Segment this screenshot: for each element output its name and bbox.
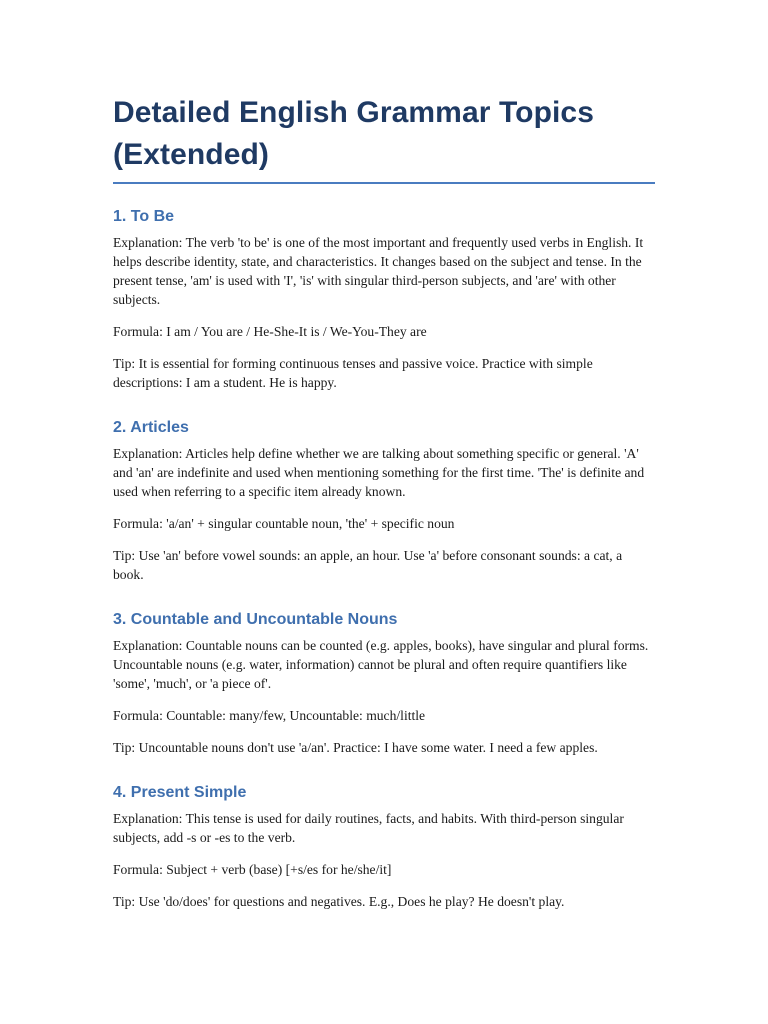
section-present-simple — [113, 782, 655, 911]
section-heading: 2. Articles — [113, 419, 189, 436]
section-tip: Tip: It is essential for forming continuous tenses and passive voice. Practice with simple descriptions: I am a student. He is happy. — [113, 356, 593, 390]
section-countable-uncountable — [113, 609, 655, 757]
section-articles — [113, 417, 655, 584]
section-heading: 3. Countable and Uncountable Nouns — [113, 611, 398, 628]
section-explanation: Explanation: Countable nouns can be counted (e.g. apples, books), have singular and plural forms. Uncountable nouns (e.g. water, information) cannot be plural and often require quantifiers like 'some', 'much', or 'a piece of'. — [113, 638, 649, 691]
section-heading: 4. Present Simple — [113, 784, 247, 801]
section-formula: Formula: Subject + verb (base) [+s/es for he/she/it] — [113, 862, 392, 877]
section-explanation: Explanation: Articles help define whether we are talking about something specific or general. 'A' and 'an' are indefinite and used when mentioning something for the first time. 'The' is definite and used when referring to a specific item already known. — [113, 446, 645, 499]
section-explanation: Explanation: The verb 'to be' is one of the most important and frequently used verbs in English. It helps describe identity, state, and characteristics. It changes based on the subject and tense. In the present tense, 'am' is used with 'I', 'is' with singular third-person subjects, and 'are' with other subjects. — [113, 235, 644, 307]
section-tip: Tip: Uncountable nouns don't use 'a/an'. Practice: I have some water. I need a few apples. — [113, 740, 598, 755]
document-page — [113, 92, 655, 936]
section-heading: 1. To Be — [113, 208, 175, 225]
section-tip: Tip: Use 'do/does' for questions and negatives. E.g., Does he play? He doesn't play. — [113, 894, 565, 909]
section-formula: Formula: Countable: many/few, Uncountable: much/little — [113, 708, 426, 723]
section-to-be — [113, 206, 655, 392]
title-divider — [113, 182, 655, 184]
document-title: Detailed English Grammar Topics (Extended) — [113, 96, 595, 171]
section-tip: Tip: Use 'an' before vowel sounds: an apple, an hour. Use 'a' before consonant sounds: a cat, a book. — [113, 548, 623, 582]
section-formula: Formula: I am / You are / He-She-It is / We-You-They are — [113, 324, 427, 339]
section-formula: Formula: 'a/an' + singular countable noun, 'the' + specific noun — [113, 516, 455, 531]
section-explanation: Explanation: This tense is used for daily routines, facts, and habits. With third-person singular subjects, add -s or -es to the verb. — [113, 811, 624, 845]
